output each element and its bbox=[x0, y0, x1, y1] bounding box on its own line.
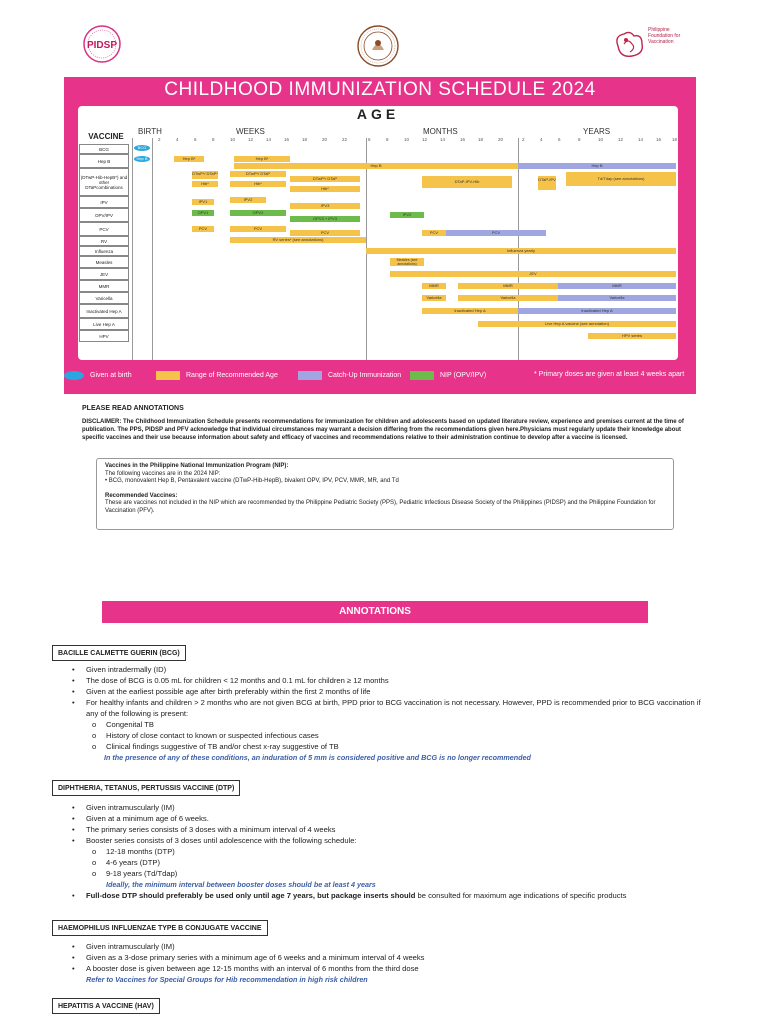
vaccine-row-live-hepa: Live Hep A bbox=[79, 318, 129, 330]
tick: 4 bbox=[176, 137, 179, 142]
tick: 8 bbox=[212, 137, 215, 142]
bar-jev: JEV bbox=[390, 271, 676, 277]
dtp-bullet: • The primary series consists of 3 doses with a minimum interval of 4 weeks bbox=[72, 824, 712, 835]
vaccine-row-pcv: PCV bbox=[79, 222, 129, 236]
bar-pcv-3: PCV bbox=[290, 230, 360, 236]
age-label: AGE bbox=[356, 106, 400, 122]
bar-ipv-1: IPV1 bbox=[192, 199, 214, 205]
tick: 10 bbox=[230, 137, 236, 142]
grid-line bbox=[152, 138, 153, 360]
tick: 16 bbox=[284, 137, 290, 142]
bar-hpv: HPV series bbox=[588, 333, 676, 339]
period-months: MONTHS bbox=[423, 127, 458, 136]
vaccine-row-rv: RV bbox=[79, 236, 129, 246]
legend-birth-swatch bbox=[64, 371, 84, 380]
bar-measles: Measles (see annotations) bbox=[390, 258, 424, 266]
grid-line bbox=[132, 138, 133, 360]
tick: 2 bbox=[522, 137, 525, 142]
legend-nip bbox=[410, 371, 486, 380]
recommended-heading: Recommended Vaccines: bbox=[105, 492, 178, 499]
tick: 10 bbox=[598, 137, 604, 142]
logo-row bbox=[0, 0, 768, 76]
bar-hib-1: Hib* bbox=[192, 181, 218, 187]
period-birth: BIRTH bbox=[138, 127, 162, 136]
hib-bullet: • A booster dose is given between age 12-15 months with an interval of 6 months from the third dose bbox=[72, 963, 712, 974]
legend-birth-label: Given at birth bbox=[90, 372, 132, 379]
tick: 20 bbox=[322, 137, 328, 142]
bar-varicella-2: Varicella bbox=[458, 295, 558, 301]
disclaimer-label: DISCLAIMER: bbox=[82, 419, 122, 425]
section-hib-label: HAEMOPHILUS INFLUENZAE TYPE B CONJUGATE VACCINE bbox=[52, 920, 268, 936]
bar-ipv-3: IPV3 bbox=[290, 203, 360, 209]
immunization-schedule-panel bbox=[64, 77, 696, 394]
legend-catchup bbox=[298, 371, 401, 380]
dtp-bullets bbox=[72, 802, 712, 901]
vaccine-row-opv-ipv: OPV/IPV bbox=[79, 208, 129, 222]
legend-catchup-swatch bbox=[298, 371, 322, 380]
bar-pcv-catchup: PCV bbox=[446, 230, 546, 236]
dtp-bullet: • Given at a minimum age of 6 weeks. bbox=[72, 813, 712, 824]
tick: 6 bbox=[194, 137, 197, 142]
pfv-logo bbox=[612, 24, 682, 64]
section-hav-label: HEPATITIS A VACCINE (HAV) bbox=[52, 998, 160, 1014]
dtp-bullet-full-dose bbox=[72, 890, 712, 901]
bar-inactivated-hepa: Inactivated Hep A bbox=[422, 308, 518, 314]
tick: 16 bbox=[460, 137, 466, 142]
bar-rv: RV series* (see annotations) bbox=[230, 237, 366, 243]
bar-pcv-2: PCV bbox=[230, 226, 286, 232]
bar-bcg-birth: BCG bbox=[134, 145, 150, 151]
pps-seal-logo bbox=[356, 24, 400, 68]
vaccine-column-header: VACCINE bbox=[88, 132, 124, 141]
recommended-text: These are vaccines not included in the NIP which are recommended by the Philippine Pediatric Society (PPS), Pediatric Infectious Disease Society of the Philippines (PIDSP) and the Philippine Foundation for Vaccination (PFV). bbox=[105, 500, 656, 514]
dtp-sub-item: o 12-18 months (DTP) bbox=[72, 846, 712, 857]
hib-bullet: • Given intramuscularly (IM) bbox=[72, 941, 712, 952]
tick: 18 bbox=[302, 137, 308, 142]
bar-dtp-3: DTwP*/ DTaP bbox=[290, 176, 360, 182]
bar-opv-1: OPV1 bbox=[192, 210, 214, 216]
section-dtp-label: DIPHTHERIA, TETANUS, PERTUSSIS VACCINE (DTP) bbox=[52, 780, 240, 796]
dtp-sub-item: o 9-18 years (Td/Tdap) bbox=[72, 868, 712, 879]
tick: 18 bbox=[672, 137, 678, 142]
period-weeks: WEEKS bbox=[236, 127, 265, 136]
dtp-full-dose-bold: Full-dose DTP should preferably be used only until age 7 years, but package inserts should bbox=[86, 891, 416, 900]
bcg-note: In the presence of any of these conditions, an induration of 5 mm is considered positive and BCG is no longer recommended bbox=[104, 753, 531, 762]
tick: 16 bbox=[656, 137, 662, 142]
legend-range-swatch bbox=[156, 371, 180, 380]
bar-hepb-catchup: Hep B bbox=[234, 163, 518, 169]
bar-opv-3-ipv-3: OPV3 + IPV3 bbox=[290, 216, 360, 222]
bcg-sub-item: o History of close contact to known or suspected infectious cases bbox=[72, 730, 712, 741]
bar-hepb-2: Hep B* bbox=[234, 156, 290, 162]
vaccine-row-measles: Measles bbox=[79, 256, 129, 268]
hib-bullets bbox=[72, 941, 712, 985]
bar-live-hepa: Live Hep A vaccine (see annotation) bbox=[478, 321, 676, 327]
tick: 12 bbox=[248, 137, 254, 142]
annotations-title-bar: ANNOTATIONS bbox=[102, 601, 648, 623]
bar-varicella-catchup: Varicella bbox=[558, 295, 676, 301]
schedule-title: CHILDHOOD IMMUNIZATION SCHEDULE 2024 bbox=[164, 79, 596, 100]
bar-hepb-1: Hep B* bbox=[174, 156, 204, 162]
tick: 2 bbox=[158, 137, 161, 142]
legend-note bbox=[534, 371, 684, 378]
bar-td-tdap: Td/Tdap (see annotations) bbox=[566, 172, 676, 186]
pfv-logo-text: Philippine Foundation for Vaccination bbox=[648, 27, 681, 45]
tick: 18 bbox=[478, 137, 484, 142]
bar-mmr-2: MMR bbox=[458, 283, 558, 289]
pidsp-logo bbox=[80, 24, 124, 64]
tick: 12 bbox=[422, 137, 428, 142]
vaccine-row-inactivated-hepa: Inactivated Hep A bbox=[79, 304, 129, 318]
legend-nip-label: NIP (OPV/IPV) bbox=[440, 372, 487, 379]
bcg-sub-item: o Congenital TB bbox=[72, 719, 712, 730]
bar-pcv-4: PCV bbox=[422, 230, 446, 236]
bar-inactivated-hepa-catchup: Inactivated Hep A bbox=[518, 308, 676, 314]
bar-influenza: Influenza yearly bbox=[366, 248, 676, 254]
tick: 20 bbox=[498, 137, 504, 142]
bar-dtp-1: DTwP*/ DTaP* bbox=[192, 171, 218, 179]
dtp-full-dose-rest: be consulted for maximum age indications of specific products bbox=[415, 891, 627, 900]
dtp-sub-item: o 4-6 years (DTP) bbox=[72, 857, 712, 868]
bcg-bullet: • Given at the earliest possible age after birth preferably within the first 2 months of life bbox=[72, 686, 712, 697]
schedule-grid bbox=[78, 106, 678, 360]
nip-line-2: • BCG, monovalent Hep B, Pentavalent vaccine (DTwP-Hib-HepB), bivalent OPV, IPV, PCV, MMR, MR, and Td bbox=[105, 478, 399, 484]
disclaimer bbox=[82, 418, 694, 442]
bar-hepb-catchup-years: Hep B bbox=[518, 163, 676, 169]
dtp-bullet: • Given intramuscularly (IM) bbox=[72, 802, 712, 813]
tick: 8 bbox=[386, 137, 389, 142]
legend-range-label: Range of Recommended Age bbox=[186, 372, 278, 379]
bar-dtap-ipv-hib: DTaP-IPV-Hib bbox=[422, 176, 512, 188]
section-bcg-label: BACILLE CALMETTE GUERIN (BCG) bbox=[52, 645, 186, 661]
bar-ipv-2: IPV2 bbox=[230, 197, 266, 203]
vaccine-row-mmr: MMR bbox=[79, 280, 129, 292]
legend-catchup-label: Catch-Up Immunization bbox=[328, 372, 402, 379]
bar-mmr-1: MMR bbox=[422, 283, 446, 289]
tick: 6 bbox=[558, 137, 561, 142]
nip-info-box bbox=[96, 458, 674, 530]
bar-mmr-catchup: MMR bbox=[558, 283, 676, 289]
bar-ipv-nip: IPV2 bbox=[390, 212, 424, 218]
bar-varicella-1: Varicella bbox=[422, 295, 446, 301]
vaccine-row-dtp: (DTwP-Hib-HepB*) and other DTaPcombinations bbox=[79, 168, 129, 196]
hib-note: Refer to Vaccines for Special Groups for Hib recommendation in high risk children bbox=[86, 975, 368, 984]
tick: 12 bbox=[618, 137, 624, 142]
bar-hib-2: Hib* bbox=[230, 181, 286, 187]
bar-hib-3: Hib* bbox=[290, 186, 360, 192]
dtp-note: Ideally, the minimum interval between booster doses should be at least 4 years bbox=[106, 880, 376, 889]
tick: 14 bbox=[638, 137, 644, 142]
legend-nip-swatch bbox=[410, 371, 434, 380]
bar-hepb-birth: Hep B bbox=[134, 156, 150, 162]
bcg-sub-item: o Clinical findings suggestive of TB and/or chest x-ray suggestive of TB bbox=[72, 741, 712, 752]
legend-range bbox=[156, 371, 278, 380]
tick: 22 bbox=[342, 137, 348, 142]
nip-heading: Vaccines in the Philippine National Immunization Program (NIP): bbox=[105, 463, 289, 469]
legend-note-label: * Primary doses are given at least 4 weeks apart bbox=[534, 371, 685, 378]
vaccine-row-varicella: Varicella bbox=[79, 292, 129, 304]
vaccine-row-influenza: Influenza bbox=[79, 246, 129, 256]
tick: 8 bbox=[578, 137, 581, 142]
vaccine-row-hepb: Hep B bbox=[79, 154, 129, 168]
disclaimer-text: The Childhood Immunization Schedule presents recommendations for immunization for children and adolescents based on updated literature review, experience and premises current at the time of publication. The PPS, PIDSP and PFV acknowledge that individual circumstances may warrant a decision differing from the recommendations given here.Physicians must regularly update their knowledge about specific vaccines and their use because information about safety and efficacy of vaccines and recommendations relative to their administration continue to develop after a vaccine is licensed. bbox=[82, 419, 684, 441]
tick: 14 bbox=[440, 137, 446, 142]
legend-birth bbox=[64, 371, 132, 380]
bar-opv-2: OPV2 bbox=[230, 210, 286, 216]
tick: 10 bbox=[404, 137, 410, 142]
schedule-legend bbox=[64, 368, 696, 384]
period-years: YEARS bbox=[583, 127, 611, 136]
vaccine-row-bcg: BCG bbox=[79, 144, 129, 154]
vaccine-row-ipv: IPV bbox=[79, 196, 129, 208]
please-read-heading: PLEASE READ ANNOTATIONS bbox=[82, 405, 184, 412]
vaccine-row-jev: JEV bbox=[79, 268, 129, 280]
dtp-bullet: • Booster series consists of 3 doses until adolescence with the following schedule: bbox=[72, 835, 712, 846]
bar-dtp-2: DTwP*/ DTaP bbox=[230, 171, 286, 177]
tick: 14 bbox=[266, 137, 272, 142]
vaccine-row-hpv: HPV bbox=[79, 330, 129, 342]
tick: 6 bbox=[368, 137, 371, 142]
bar-dtap-ipv: DTaP-IPV bbox=[538, 176, 556, 190]
bcg-bullet: • The dose of BCG is 0.05 mL for children < 12 months and 0.1 mL for children ≥ 12 months bbox=[72, 675, 712, 686]
nip-line-1: The following vaccines are in the 2024 NIP: bbox=[105, 470, 221, 477]
bar-pcv-1: PCV bbox=[192, 226, 214, 232]
tick: 4 bbox=[540, 137, 543, 142]
hib-bullet: • Given as a 3-dose primary series with a minimum age of 6 weeks and a minimum interval of 4 weeks bbox=[72, 952, 712, 963]
bcg-bullets bbox=[72, 664, 712, 763]
svg-text:PIDSP: PIDSP bbox=[86, 40, 118, 51]
bcg-bullet: • Given intradermally (ID) bbox=[72, 664, 712, 675]
bcg-bullet: • For healthy infants and children > 2 months who are not given BCG at birth, PPD prior to BCG vaccination is not necessary. However, PPD is recommended prior to BCG vaccination if any of the following is present: bbox=[72, 697, 712, 719]
